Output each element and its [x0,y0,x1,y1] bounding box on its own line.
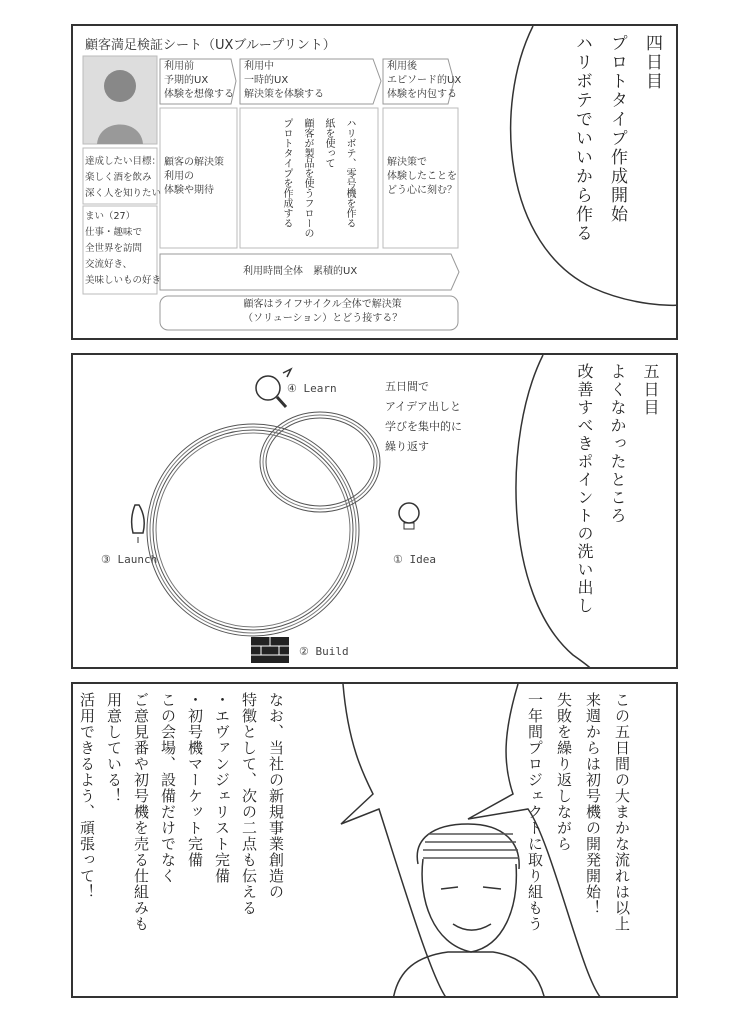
cycle-note-line2: アイデア出しと [385,400,462,413]
balloon-day4-col1: 四日目 [642,34,662,91]
cell-after-line2: 体験したことを [387,171,457,182]
cycle-note [385,377,462,457]
balloon-day5-col3: 改善すべきポイントの洗い出し [575,363,594,615]
build-icon [251,637,289,663]
cell-during [279,118,357,243]
panel-closing [71,682,678,998]
cycle-note-line1: 五日間で [385,380,429,393]
balloon-day4-col3: ハリボテでいいから作る [572,34,592,243]
header-during [244,60,324,102]
speech-left-col4: ・初号機マーケット完備 [186,692,204,868]
persona-line2: 仕事・趣味で [85,227,143,238]
label-build: ② Build [299,645,349,658]
panel-day4 [71,24,678,340]
header-before-line2: 予期的UX [164,75,209,86]
speech-left [77,692,287,992]
cell-after-line1: 解決策で [387,157,427,168]
idea-icon [395,497,425,532]
panel-day5 [71,353,678,669]
persona-line1: まい（27） [85,211,136,222]
header-before [164,60,234,102]
speech-right-col2: 来週からは初号機の開発開始！ [584,692,602,916]
cell-during-col1: ハリボテ、零号機を作る [344,118,355,228]
speech-left-col5: この会場、設備だけでなく [159,692,177,884]
cell-before-line3: 体験や期待 [164,185,214,196]
label-learn: ④ Learn [287,382,337,395]
speech-left-col8: 活用できるよう、頑張って！ [78,692,96,900]
cycle-note-line3: 学びを集中的に [385,420,462,433]
bottom-box [243,298,402,326]
cell-during-col2: 紙を使って [323,118,334,168]
cycle-note-line4: 繰り返す [385,440,429,453]
header-after-line2: エピソード的UX [387,75,462,86]
persona-line3: 全世界を訪問 [85,243,143,254]
cell-after-line3: どう心に刻む？ [387,185,457,196]
label-launch: ③ Launch [101,553,158,566]
cell-before-line2: 利用の [164,171,194,182]
header-during-line3: 解決策を体験する [244,89,324,100]
header-before-line3: 体験を想像する [164,89,234,100]
goal-line1: 達成したい目標： [85,156,162,167]
label-idea: ① Idea [393,553,436,566]
header-after-line3: 体験を内包する [387,89,457,100]
cell-during-col4: プロトタイプを作成する [281,118,292,228]
header-after [387,60,461,102]
header-before-line1: 利用前 [164,61,194,72]
speech-left-col1: なお、当社の新規事業創造の [267,692,285,900]
speech-left-col7: 用意している！ [105,692,123,804]
goal-line3: 深く人を知りたい [85,188,162,199]
speech-right-col3: 失敗を繰り返しながら [555,692,573,852]
header-after-line1: 利用後 [387,61,417,72]
cell-after [387,156,457,198]
persona-cell [85,209,161,289]
header-during-line1: 利用中 [244,61,274,72]
cell-before [164,156,224,198]
speech-left-col6: ご意見番や初号機を売る仕組みも [132,692,150,932]
goal-cell [85,154,161,202]
sheet-title: 顧客満足検証シート（UXブループリント） [85,38,336,53]
bottom-box-line2: （ソリューション）とどう接する？ [243,313,403,324]
speech-left-col3: ・エヴァンジェリスト完備 [213,692,231,884]
balloon-day5 [573,363,662,663]
balloon-day4 [570,34,665,274]
launch-icon [125,501,151,545]
balloon-day5-col2: よくなかったところ [608,363,627,525]
cell-during-col3: 顧客が製品を使うフローの [302,118,313,238]
persona-line4: 交流好き、 [85,259,133,270]
cell-before-line1: 顧客の解決策 [164,157,224,168]
header-during-line2: 一時的UX [244,75,289,86]
goal-line2: 楽しく酒を飲み [85,172,152,183]
speech-left-col2: 特徴として、次の二点も伝える [240,692,258,916]
bottom-box-line1: 顧客はライフサイクル全体で解決策 [243,299,402,310]
persona-line5: 美味しいもの好き [85,275,162,286]
balloon-day4-col2: プロトタイプ作成開始 [607,34,627,224]
total-bar-label: 利用時間全体 累積的UX [243,266,358,277]
speech-right-col1: この五日間の大まかな流れは以上 [613,692,631,932]
speech-right [525,692,633,992]
speech-right-col4: 一年間プロジェクトに取り組もう [526,692,544,932]
balloon-day5-col1: 五日目 [641,363,660,417]
